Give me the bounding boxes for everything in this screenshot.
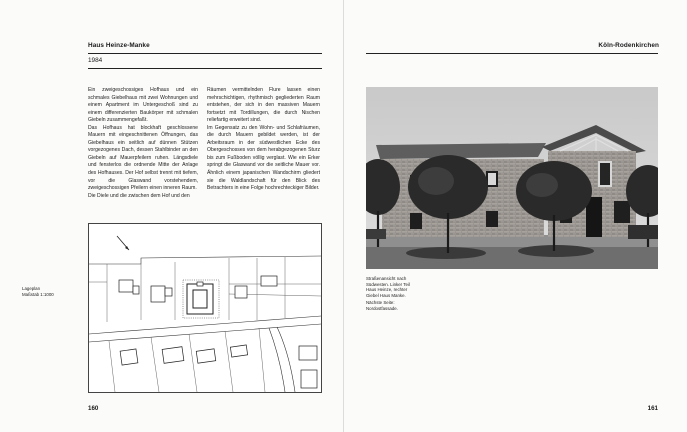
location-rule <box>366 53 658 54</box>
house-photograph <box>366 87 658 269</box>
site-plan-caption <box>22 286 77 297</box>
paragraph: Die Diele und die zwischen dem Hof und den <box>88 192 190 199</box>
paragraph: Das Hofhaus hat blockhaft geschlossene Mauern mit eingeschnittenen Öffnungen, das Giebelhaus ein seitlich auf dünnen Stützen vorgezogenes Dach, dessen Stahlbinder an den Giebeln auf Mauerpfeilern ruhen. Längsdiele und fensterlos die ordnende Mitte der Anlage des Hofhauses. Der Hof selbst trennt mit tiefem, vor die Glaswand vorstehendem, zweigeschossigen Pfeilern einen inneren Raum. <box>88 124 198 192</box>
paragraph: Im Gegensatz zu den Wohn- und Schlafräumen, die durch Mauern gebildet werden, ist der Arbeitsraum in der südwestlichen Ecke des Obergeschosses von dem herabgezogenen Sturz bis zum Fußboden völlig verglast. Wie ein Erker springt die Glaswand vor die seitliche Mauer vor. Ähnlich einem japanischen Wandschirm gliedert sie die Waldlandschaft für den Blick des Betrachters in eine Folge hochrechteckiger Bilder. <box>207 124 320 192</box>
text-column-1 <box>88 87 198 200</box>
title-rule <box>88 53 322 54</box>
page-number-left: 160 <box>88 405 99 412</box>
caption-line: Maßstab 1:1000 <box>22 291 54 297</box>
page-number-right: 161 <box>647 405 658 412</box>
paragraph: Ein zweigeschossiges Hofhaus und ein schmales Giebelhaus mit zwei Wohnungen und einem Apartment im Untergeschoß sind zu einem differenzierten Baukörper mit schmalen Giebeln zusammengefaßt. <box>88 87 198 124</box>
project-title: Haus Heinze-Manke <box>88 42 150 49</box>
project-year: 1984 <box>88 57 103 64</box>
text-column-2 <box>207 87 320 193</box>
left-page <box>0 0 343 432</box>
photo-caption <box>366 276 416 313</box>
paragraph: Räumen vermittelnden Flure lassen einen mehrschichtigen, rhythmisch gegliederten Raum entstehen, der sich in den massiven Mauern fortsetzt mit Tordillungen, die durch Nischen reliefartig erweitert sind. <box>207 87 320 124</box>
site-plan-drawing <box>88 223 322 393</box>
right-page <box>344 0 687 432</box>
location-title: Köln-Rodenkirchen <box>598 42 659 49</box>
year-rule <box>88 68 322 69</box>
caption-line: Lageplan <box>22 286 41 291</box>
caption-text: Straßenansicht nach Südwesten. Linker Teil Haus Heinze, rechter Giebel Haus Manke. <box>366 276 410 298</box>
caption-text: Nächste Seite: Nordostfassade. <box>366 300 398 311</box>
